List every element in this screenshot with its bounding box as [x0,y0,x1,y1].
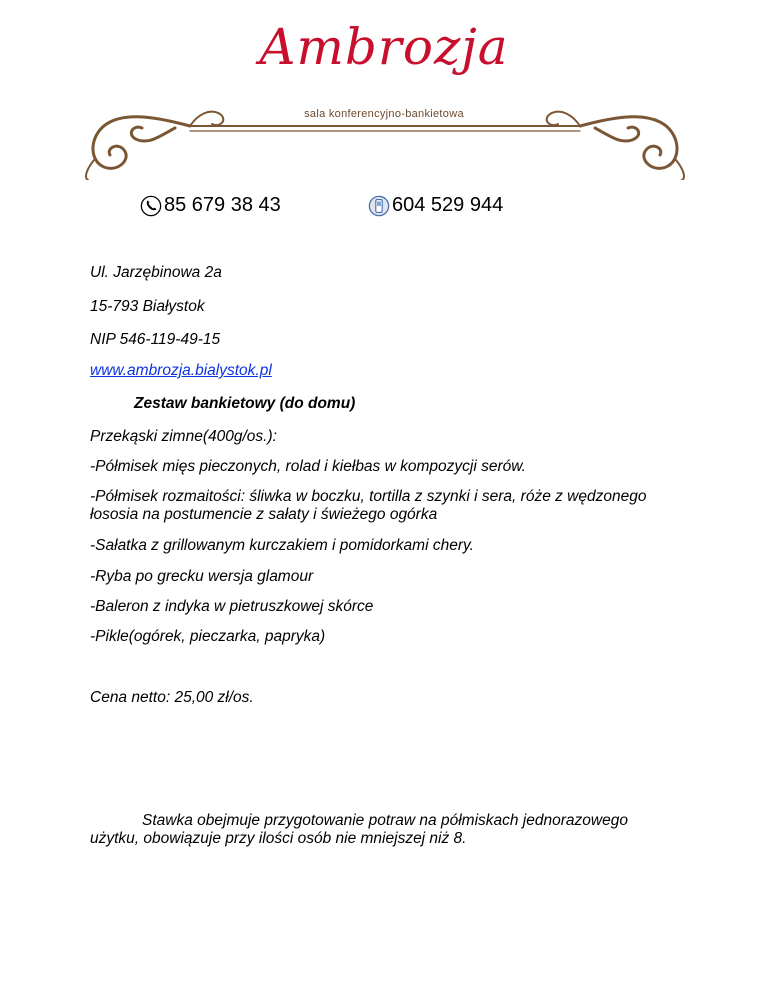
letterhead [0,0,768,200]
tax-id: NIP 546-119-49-15 [90,331,221,348]
mobile-contact [368,194,503,217]
address-city: 15-793 Białystok [90,298,205,315]
phone-contact [140,194,281,217]
mobile-phone-icon [368,195,390,217]
menu-item: -Ryba po grecku wersja glamour [90,568,314,585]
mobile-number: 604 529 944 [392,194,504,216]
menu-item: -Pikle(ogórek, pieczarka, papryka) [90,628,326,645]
menu-item: -Półmisek rozmaitości: śliwka w boczku, tortilla z szynki i sera, róże z wędzonego łososia na postumencie z sałaty i świeżego ogórka [90,488,647,523]
logo: Ambrozja [259,18,509,76]
price: Cena netto: 25,00 zł/os. [90,689,254,706]
menu-item: -Baleron z indyka w pietruszkowej skórce [90,598,374,615]
ornament-scroll-icon [80,100,688,180]
menu-item: -Półmisek mięs pieczonych, rolad i kiełbas w kompozycji serów. [90,458,526,475]
phone-number: 85 679 38 43 [164,194,281,216]
terms-note: Stawka obejmuje przygotowanie potraw na półmiskach jednorazowego użytku, obowiązuje przy ilości osób nie mniejszej niż 8. [90,812,628,847]
website-link[interactable]: www.ambrozja.bialystok.pl [90,362,272,379]
phone-icon [140,195,162,217]
tagline: sala konferencyjno-bankietowa [304,108,464,120]
menu-item: -Sałatka z grillowanym kurczakiem i pomidorkami chery. [90,537,474,554]
address-street: Ul. Jarzębinowa 2a [90,264,222,281]
menu-title: Zestaw bankietowy (do domu) [134,395,356,412]
menu-section: Przekąski zimne(400g/os.): [90,428,277,445]
